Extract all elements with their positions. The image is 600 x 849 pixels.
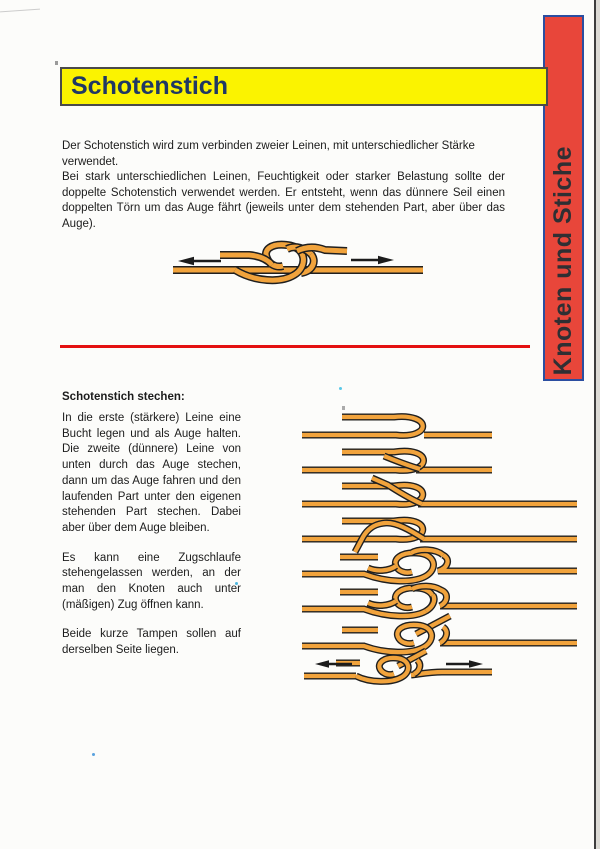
tying-step-8: [304, 651, 492, 681]
tying-step-1: [302, 417, 492, 436]
tying-step-4: [302, 520, 577, 552]
pull-arrow-right: [351, 256, 394, 264]
title-banner: [60, 67, 548, 106]
intro-text: [62, 139, 505, 233]
chapter-tab-label: Knoten und Stiche: [549, 145, 577, 375]
pull-arrow-right: [446, 660, 483, 668]
tying-step-5: [302, 550, 577, 581]
tying-step-6: [302, 586, 577, 616]
tying-steps-figure: [300, 404, 592, 704]
chapter-tab: [543, 15, 584, 381]
scan-speck: [339, 387, 342, 390]
instruction-paragraph-1: In die erste (stärkere) Leine eine Bucht legen und als Auge halten. Die zweite (dünnere) Leine von unten durch das Auge stechen, dann um das Auge fahren und den laufenden Part unter den eigenen stehenden Part stechen. Dabei aber über dem Auge bleiben.: [62, 412, 241, 534]
section-heading: Schotenstich stechen:: [62, 391, 185, 403]
instruction-text-column: [62, 411, 241, 659]
instruction-paragraph-2: Es kann eine Zugschlaufe stehengelassen werden, an der man den Knoten auch unter (mäßigen) Zug öffnen kann.: [62, 551, 241, 611]
scan-speck: [92, 753, 95, 756]
tying-step-3: [302, 478, 577, 504]
intro-line-1: Der Schotenstich wird zum verbinden zweier Leinen, mit unterschiedlicher Stärke verwendet.: [62, 140, 475, 168]
tying-step-2: [302, 451, 492, 470]
instruction-paragraph-3: Beide kurze Tampen sollen auf derselben Seite liegen.: [62, 628, 241, 657]
page-scan-edge-shadow: [596, 0, 600, 849]
red-divider-rule: [60, 345, 530, 348]
scan-speck: [55, 61, 58, 65]
pull-arrow-left: [178, 257, 221, 265]
sheet-bend-knot-figure: [165, 225, 430, 300]
scan-edge-line: [0, 9, 40, 13]
tying-step-7: [302, 616, 577, 652]
page-title: Schotenstich: [71, 72, 228, 100]
intro-line-2: Bei stark unterschiedlichen Leinen, Feuchtigkeit oder starker Belastung sollte der doppelte Schotenstich verwendet werden. Er entsteht, wenn das dünnere Seil einen doppelten Törn um das Auge fährt (jeweils unter dem stehenden Part, aber über das Auge).: [62, 171, 505, 230]
